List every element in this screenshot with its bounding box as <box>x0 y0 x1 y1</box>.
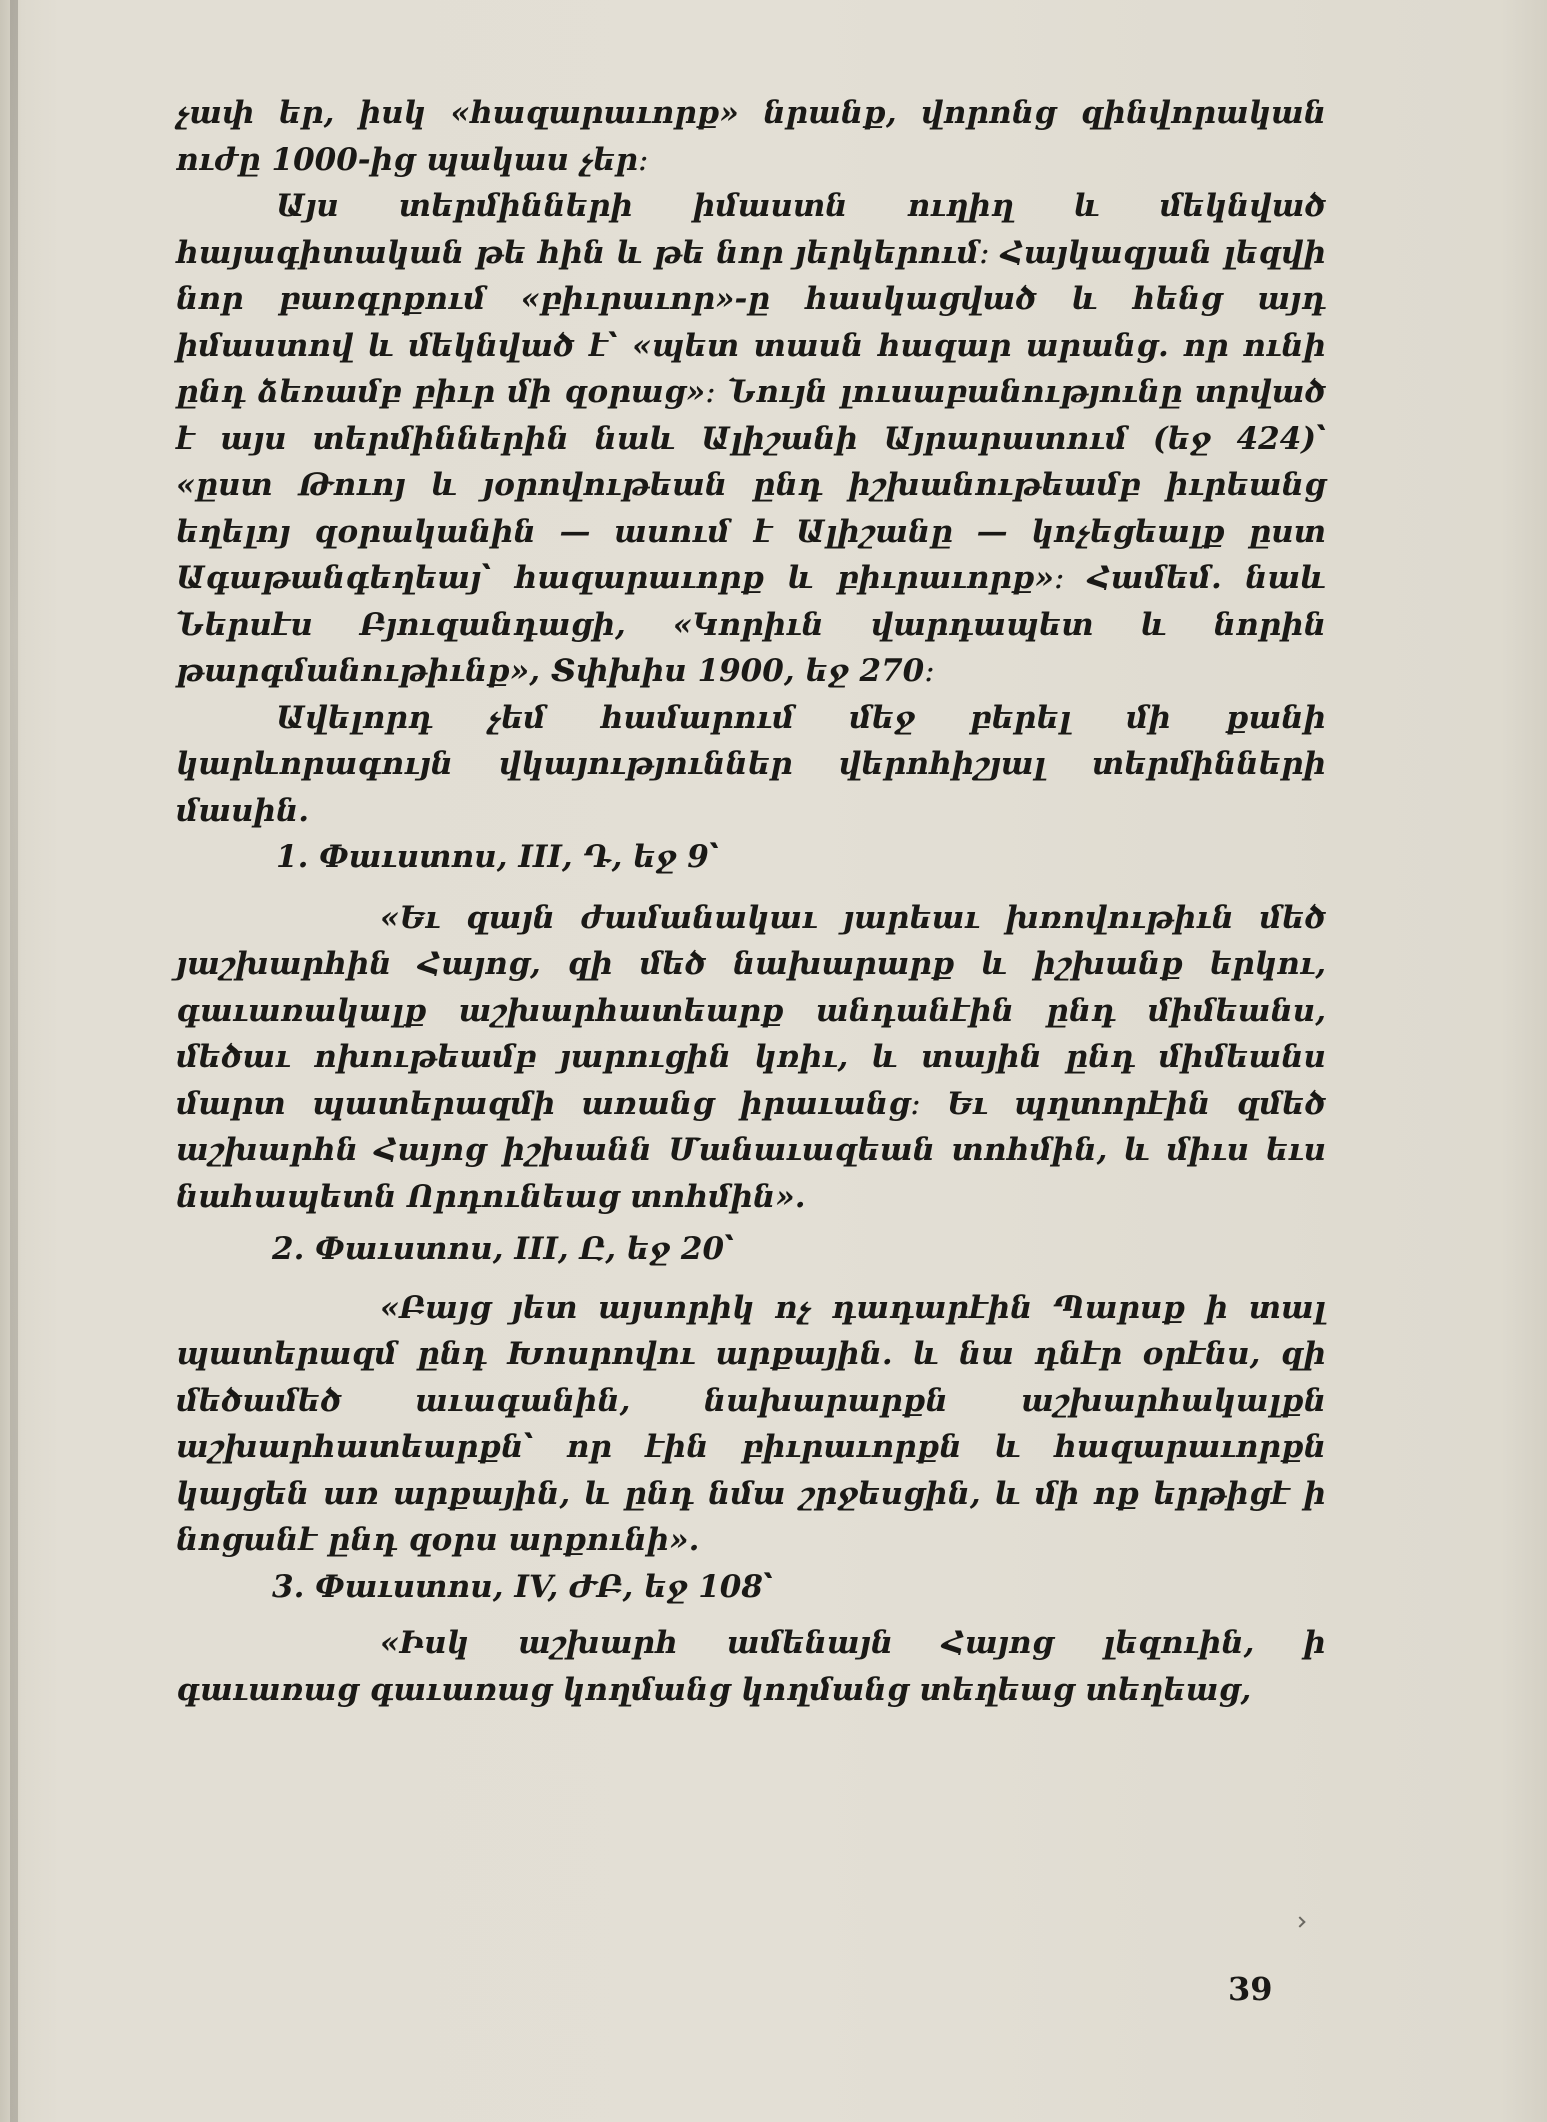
book-spine-shadow <box>10 0 18 2122</box>
source-quote-2: «Բայց յետ այսորիկ ոչ դադարէին Պարսք ի տալ պատերազմ ընդ Խոսրովու արքային. և նա դնէր օրէնս, զի մեծամեծ աւագանին, նախարարքն աշխարհակալքն աշխարհատեարքն՝ որ էին բիւրաւորքն և հազարաւորքն կայցեն առ արքային, և ընդ նմա շրջեսցին, և մի ոք երթիցէ ի նոցանէ ընդ զօրս արքունի». <box>176 1289 1326 1558</box>
source-heading-1: 1. Փաւստոս, III, Դ, եջ 9՝ <box>276 839 719 875</box>
page-body <box>176 90 1326 1713</box>
source-heading-3: 3. Փաւստոս, IV, ԺԲ, եջ 108՝ <box>272 1568 773 1605</box>
paragraph-continuation: չափ եր, իսկ «հազարաւորք» նրանք, վորոնց զինվորական ուժը 1000-ից պակաս չեր։ <box>176 95 1326 178</box>
source-heading-2: 2. Փաւստոս, III, Ը, եջ 20՝ <box>272 1231 735 1267</box>
page-corner-mark <box>1294 1916 1305 1927</box>
paragraph-intro-quotes: Ավելորդ չեմ համարում մեջ բերել մի քանի կարևորագույն վկայություններ վերոհիշյալ տերմինների մասին. <box>176 699 1326 829</box>
page-number: 39 <box>1228 1970 1273 2008</box>
source-quote-1: «Եւ զայն ժամանակաւ յարեաւ խռովութիւն մեծ յաշխարհին Հայոց, զի մեծ նախարարք և իշխանք երկու, գաւառակալք աշխարհատեարք անդանէին ընդ միմեանս, մեծաւ ոխութեամբ յարուցին կռիւ, և տային ընդ միմեանս մարտ պատերազմի առանց իրաւանց։ Եւ պղտորէին զմեծ աշխարհն Հայոց իշխանն Մանաւազեան տոհմին, և միւս եւս նահապետն Որդունեաց տոհմին». <box>176 899 1326 1215</box>
paragraph-terms: Այս տերմինների իմաստն ուղիղ և մեկնված հայագիտական թե հին և թե նոր յերկերում։ Հայկազյան լեզվի նոր բառգրքում «բիւրաւոր»-ը հասկացված և հենց այդ իմաստով և մեկնված է՝ «պետ տասն հազար արանց. որ ունի ընդ ձեռամբ բիւր մի զօրաց»։ Նույն լուսաբանությունը տրված է այս տերմիններին նաև Ալիշանի Այրարատում (եջ 424)՝ «ըստ Թուոյ և յօրովութեան ընդ իշխանութեամբ իւրեանց եղելոյ զօրականին — ասում է Ալիշանը — կոչեցեալք ըստ Ագաթանգեղեայ՝ հազարաւորք և բիւրաւորք»։ Համեմ. նաև Ներսէս Բյուզանդացի, «Կորիւն վարդապետ և նորին թարգմանութիւնք», Տփխիս 1900, եջ 270։ <box>176 188 1326 689</box>
source-quote-3: «Իսկ աշխարհ ամենայն Հայոց լեզուին, ի գաւառաց գաւառաց կողմանց կողմանց տեղեաց տեղեաց, <box>176 1625 1326 1708</box>
